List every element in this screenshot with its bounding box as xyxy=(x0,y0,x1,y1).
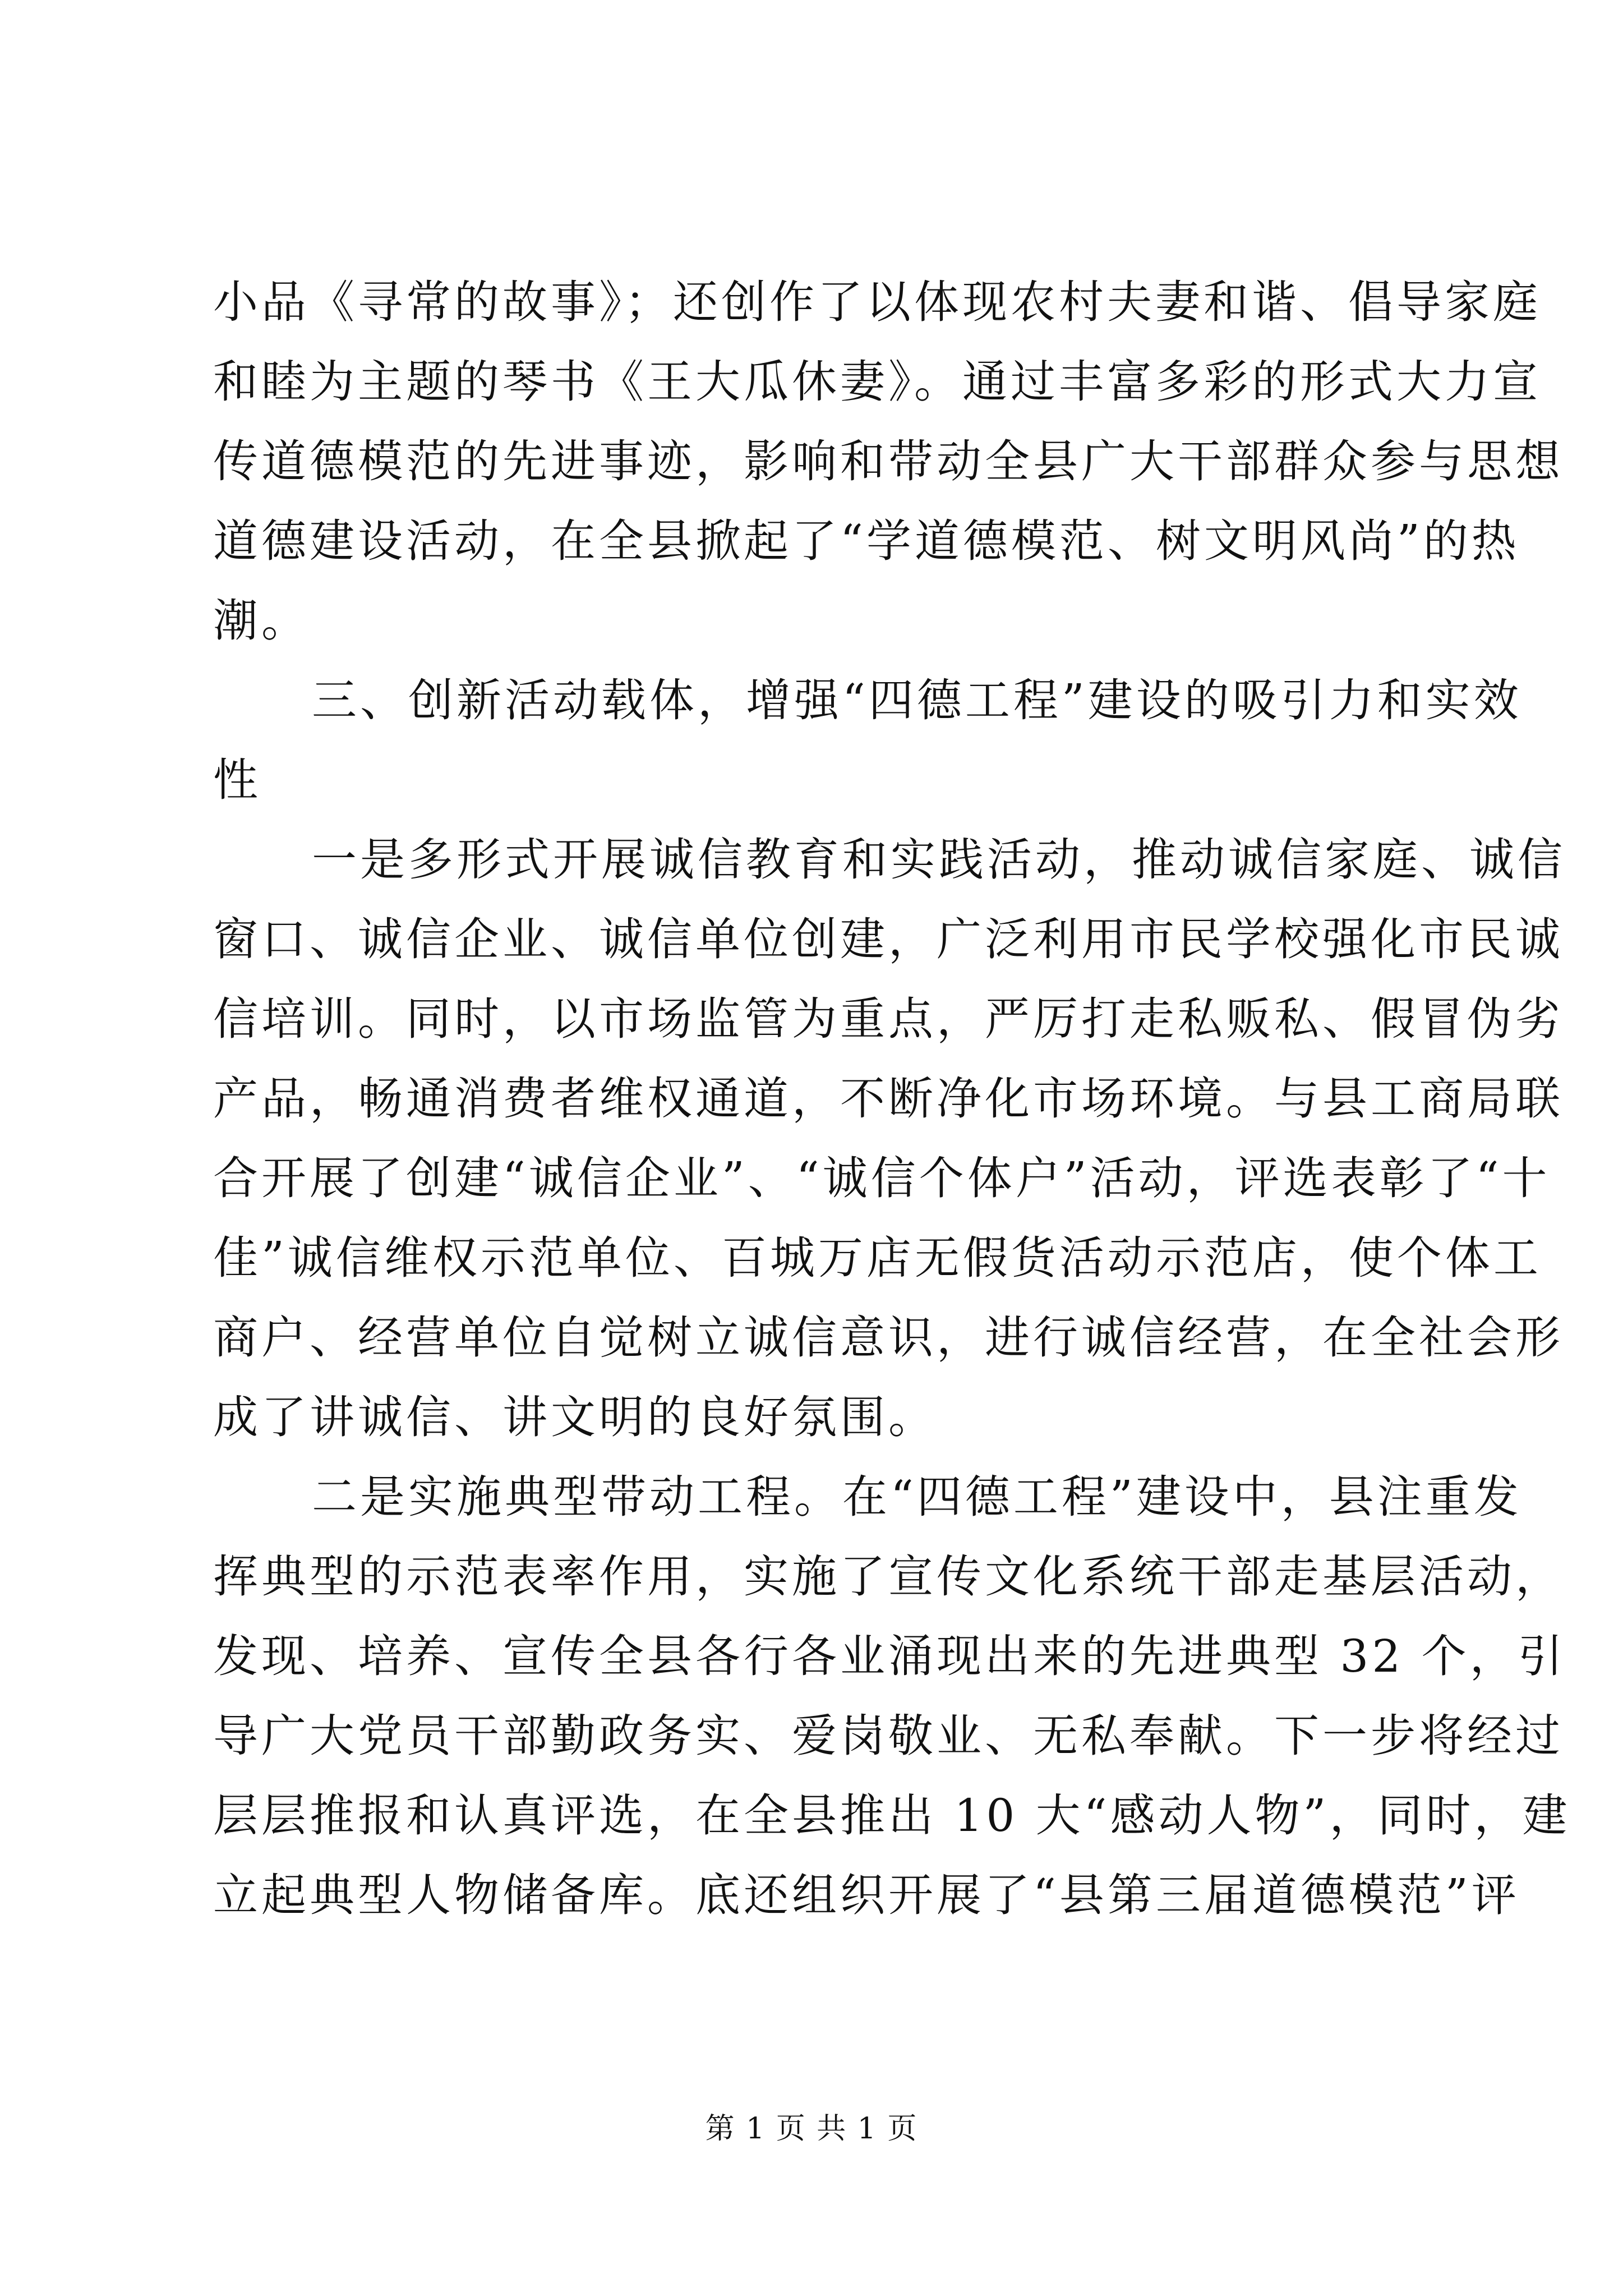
section-heading-continued: 性 xyxy=(213,754,261,806)
body-text xyxy=(213,263,1571,1935)
text-line: 传道德模范的先进事迹，影响和带动全县广大干部群众参与思想 xyxy=(213,435,1564,487)
text-line: 发现、培养、宣传全县各行各业涌现出来的先进典型 32 个，引 xyxy=(213,1630,1566,1682)
text-line: 佳”诚信维权示范单位、百城万店无假货活动示范店，使个体工 xyxy=(213,1232,1542,1284)
text-line: 导广大党员干部勤政务实、爱岗敬业、无私奉献。下一步将经过 xyxy=(213,1710,1564,1762)
text-line: 立起典型人物储备库。底还组织开展了“县第三届道德模范”评 xyxy=(213,1869,1520,1921)
section-heading: 三、创新活动载体，增强“四德工程”建设的吸引力和实效 xyxy=(312,674,1522,726)
text-line: 潮。 xyxy=(213,595,310,647)
text-line: 层层推报和认真评选，在全县推出 10 大“感动人物”，同时，建 xyxy=(213,1789,1571,1842)
text-line: 和睦为主题的琴书《王大瓜休妻》。通过丰富多彩的形式大力宣 xyxy=(213,356,1541,408)
text-line: 信培训。同时，以市场监管为重点，严厉打走私贩私、假冒伪劣 xyxy=(213,993,1564,1045)
text-line: 挥典型的示范表率作用，实施了宣传文化系统干部走基层活动， xyxy=(213,1550,1564,1603)
text-line: 小品《寻常的故事》；还创作了以体现农村夫妻和谐、倡导家庭 xyxy=(213,276,1541,328)
text-line: 道德建设活动，在全县掀起了“学道德模范、树文明风尚”的热 xyxy=(213,515,1520,567)
text-line: 商户、经营单位自觉树立诚信意识，进行诚信经营，在全社会形 xyxy=(213,1312,1564,1364)
page-footer: 第 1 页 共 1 页 xyxy=(705,2112,918,2146)
text-line: 合开展了创建“诚信企业”、“诚信个体户”活动，评选表彰了“十 xyxy=(213,1152,1551,1204)
text-line: 窗口、诚信企业、诚信单位创建，广泛利用市民学校强化市民诚 xyxy=(213,913,1564,965)
text-line: 产品，畅通消费者维权通道，不断净化市场环境。与县工商局联 xyxy=(213,1073,1564,1125)
text-line: 二是实施典型带动工程。在“四德工程”建设中，县注重发 xyxy=(312,1471,1522,1523)
text-line: 成了讲诚信、讲文明的良好氛围。 xyxy=(213,1391,937,1443)
text-line: 一是多形式开展诚信教育和实践活动，推动诚信家庭、诚信 xyxy=(312,834,1566,886)
